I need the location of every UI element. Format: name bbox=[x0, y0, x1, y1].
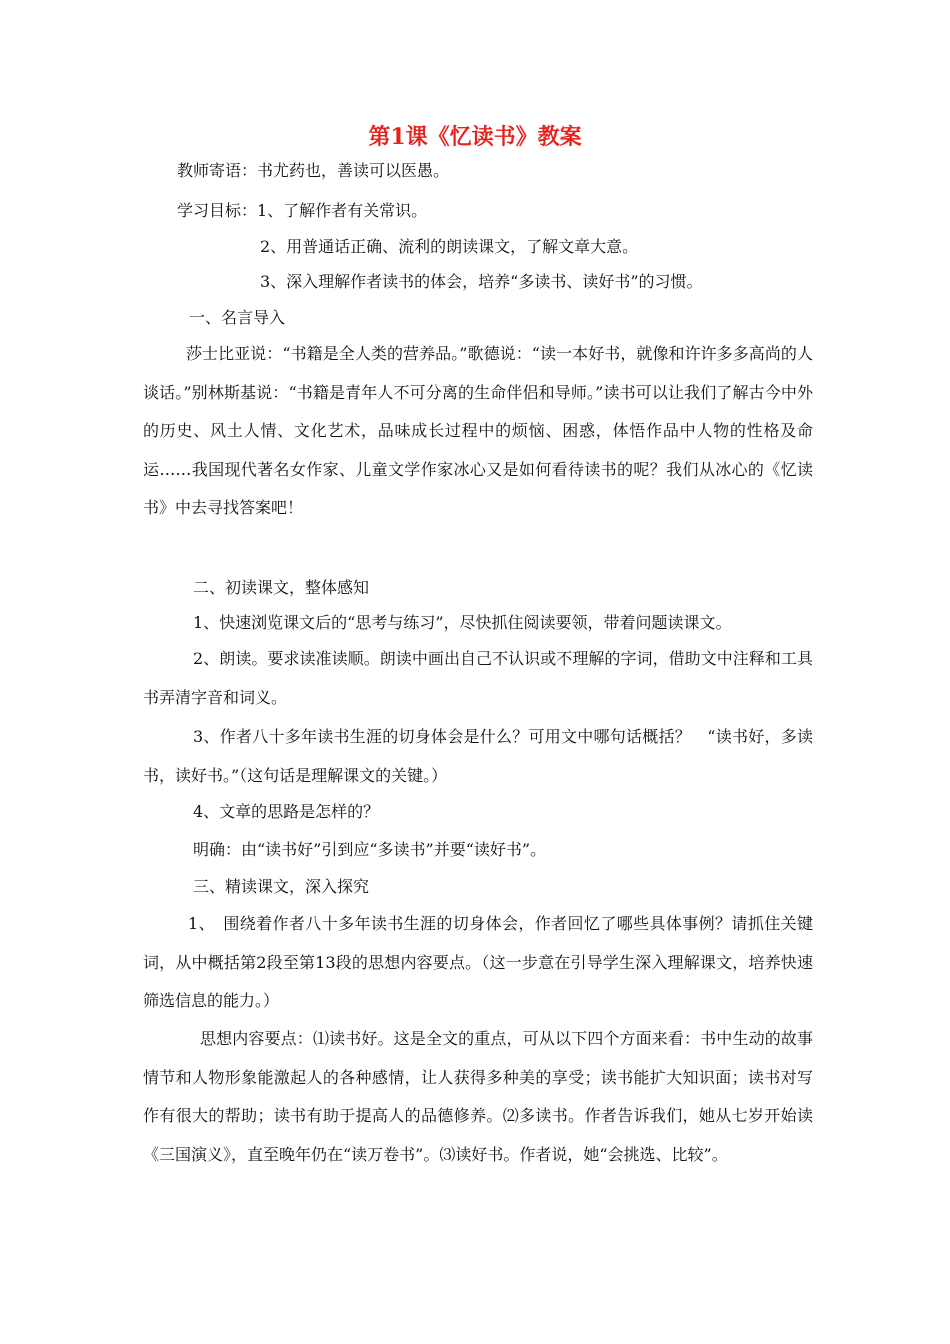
section-2-item-4: 4、文章的思路是怎样的？ bbox=[193, 802, 380, 821]
section-2-answer: 明确：由“读书好”引到应“多读书”并要“读好书”。 bbox=[193, 840, 547, 859]
teacher-motto: 教师寄语：书尤药也，善读可以医愚。 bbox=[177, 161, 450, 180]
section-2-heading: 二、初读课文，整体感知 bbox=[193, 578, 370, 597]
page-title: 第1课《忆读书》教案 bbox=[368, 124, 582, 150]
section-1-text: 莎士比亚说：“书籍是全人类的营养品。”歌德说：“读一本好书，就像和许许多多高尚的人谈话。”别林斯基说：“书籍是青年人不可分离的生命伴侣和导师。”读书可以让我们了解古今中外的历史、风土人情、文化艺术，品味成长过程中的烦恼、困惑，体悟作品中人物的性格及命运……我国现代著名女作家、儿童文学作家冰心又是如何看待读书的呢？我们从冰心的《忆读书》中去寻找答案吧！ bbox=[143, 344, 813, 517]
goal-2: 2、用普通话正确、流利的朗读课文，了解文章大意。 bbox=[260, 237, 639, 256]
goal-3: 3、深入理解作者读书的体会，培养“多读书、读好书”的习惯。 bbox=[260, 272, 703, 291]
section-1-heading: 一、名言导入 bbox=[189, 308, 286, 327]
goal-1: 学习目标：1、了解作者有关常识。 bbox=[177, 201, 428, 220]
section-2-item-1: 1、快速浏览课文后的“思考与练习”，尽快抓住阅读要领，带着问题读课文。 bbox=[193, 613, 732, 632]
section-2-item-3: 3、作者八十多年读书生涯的切身体会是什么？可用文中哪句话概括？ “读书好，多读书，读好书。”（这句话是理解课文的关键。） bbox=[143, 727, 813, 785]
section-3-heading: 三、精读课文，深入探究 bbox=[193, 877, 370, 896]
section-3-points: 思想内容要点：⑴读书好。这是全文的重点，可从以下四个方面来看：书中生动的故事情节和人物形象能激起人的各种感情，让人获得多种美的享受；读书能扩大知识面；读书对写作有很大的帮助；读书有助于提高人的品德修养。⑵多读书。作者告诉我们，她从七岁开始读《三国演义》，直至晚年仍在“读万卷书”。⑶读好书。作者说，她“会挑选、比较”。 bbox=[143, 1029, 813, 1164]
section-2-item-2: 2、朗读。要求读准读顺。朗读中画出自己不认识或不理解的字词，借助文中注释和工具书弄清字音和词义。 bbox=[143, 649, 813, 707]
section-3-item-1: 1、 围绕着作者八十多年读书生涯的切身体会，作者回忆了哪些具体事例？请抓住关键词，从中概括第2段至第13段的思想内容要点。（这一步意在引导学生深入理解课文，培养快速筛选信息的能力。） bbox=[143, 914, 813, 1010]
